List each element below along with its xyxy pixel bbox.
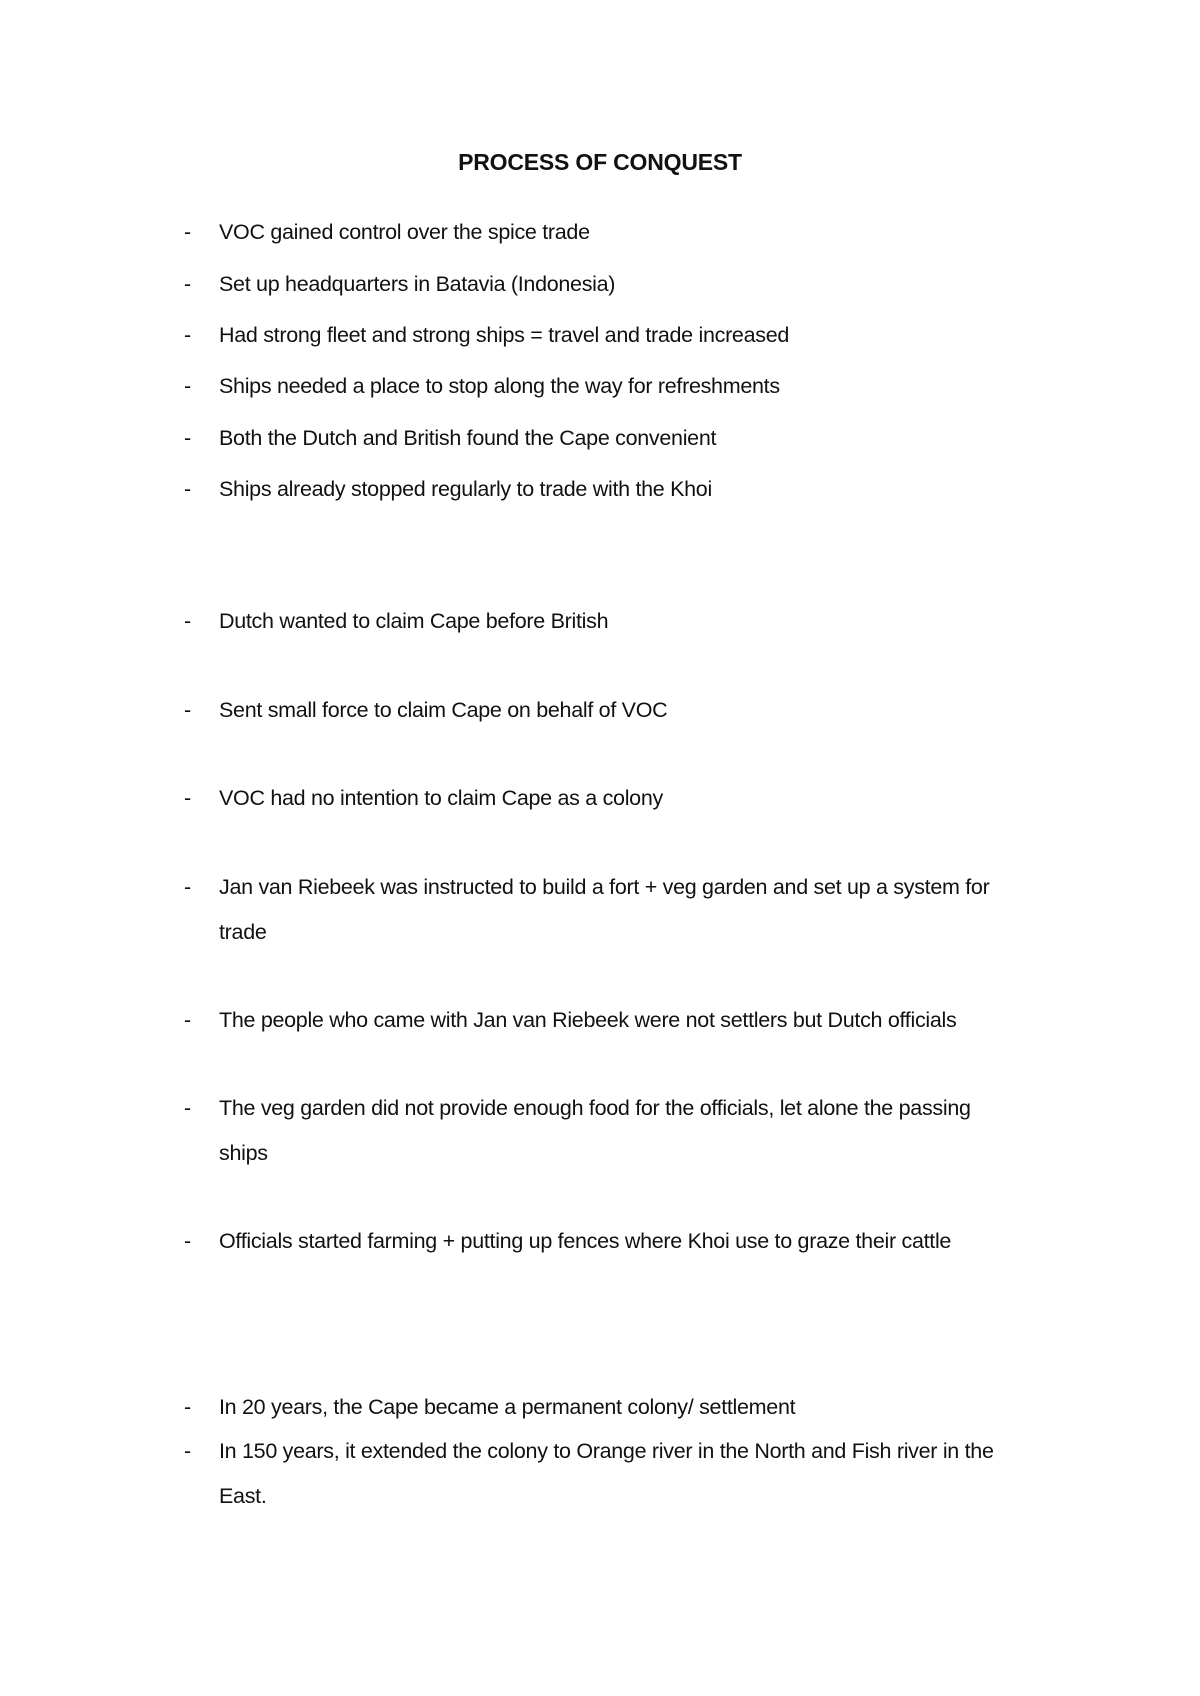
list-item-text [219,270,1049,298]
bullet-dash: - [184,875,191,899]
list-item-line: Officials started farming + putting up fences where Khoi use to graze their cattle [219,1229,952,1253]
list-item-line: In 20 years, the Cape became a permanent colony/ settlement [219,1395,796,1419]
list-item-line: trade [219,920,267,944]
list-item-text [219,218,1049,246]
bullet-dash: - [184,272,191,296]
list-item-line: Dutch wanted to claim Cape before British [219,609,609,633]
bullet-dash: - [184,698,191,722]
list-item-text [219,607,1049,635]
bullet-dash: - [184,477,191,501]
list-item-text [219,1437,1049,1510]
bullet-dash: - [184,609,191,633]
bullet-dash: - [184,374,191,398]
list-item-line: East. [219,1484,267,1508]
bullet-dash: - [184,220,191,244]
list-item-line: VOC had no intention to claim Cape as a colony [219,786,663,810]
list-item-line: In 150 years, it extended the colony to Orange river in the North and Fish river in the [219,1439,994,1463]
list-item-line: The people who came with Jan van Riebeek were not settlers but Dutch officials [219,1008,957,1032]
list-item-text [219,1227,1049,1255]
bullet-dash: - [184,426,191,450]
list-item-line: Had strong fleet and strong ships = travel and trade increased [219,323,790,347]
list-item-text [219,1006,1049,1034]
list-item-line: Ships already stopped regularly to trade with the Khoi [219,477,712,501]
list-item-text [219,873,1049,946]
list-item-line: VOC gained control over the spice trade [219,220,590,244]
list-item-line: Set up headquarters in Batavia (Indonesia) [219,272,616,296]
document-title: PROCESS OF CONQUEST [458,149,742,175]
bullet-dash: - [184,1439,191,1463]
list-item-text [219,696,1049,724]
bullet-dash: - [184,1395,191,1419]
bullet-dash: - [184,1008,191,1032]
list-item-text [219,1094,1049,1167]
list-item-text [219,784,1049,812]
list-item-text [219,424,1049,452]
bullet-dash: - [184,1229,191,1253]
list-item-text [219,1393,1049,1421]
list-item-text [219,321,1049,349]
list-item-text [219,372,1049,400]
list-item-line: Ships needed a place to stop along the way for refreshments [219,374,780,398]
bullet-dash: - [184,323,191,347]
list-item-line: The veg garden did not provide enough food for the officials, let alone the passing [219,1096,971,1120]
list-item-line: Jan van Riebeek was instructed to build a fort + veg garden and set up a system for [219,875,990,899]
list-item-line: Sent small force to claim Cape on behalf of VOC [219,698,668,722]
bullet-dash: - [184,786,191,810]
list-item-text [219,475,1049,503]
bullet-dash: - [184,1096,191,1120]
list-item-line: Both the Dutch and British found the Cape convenient [219,426,717,450]
list-item-line: ships [219,1141,268,1165]
